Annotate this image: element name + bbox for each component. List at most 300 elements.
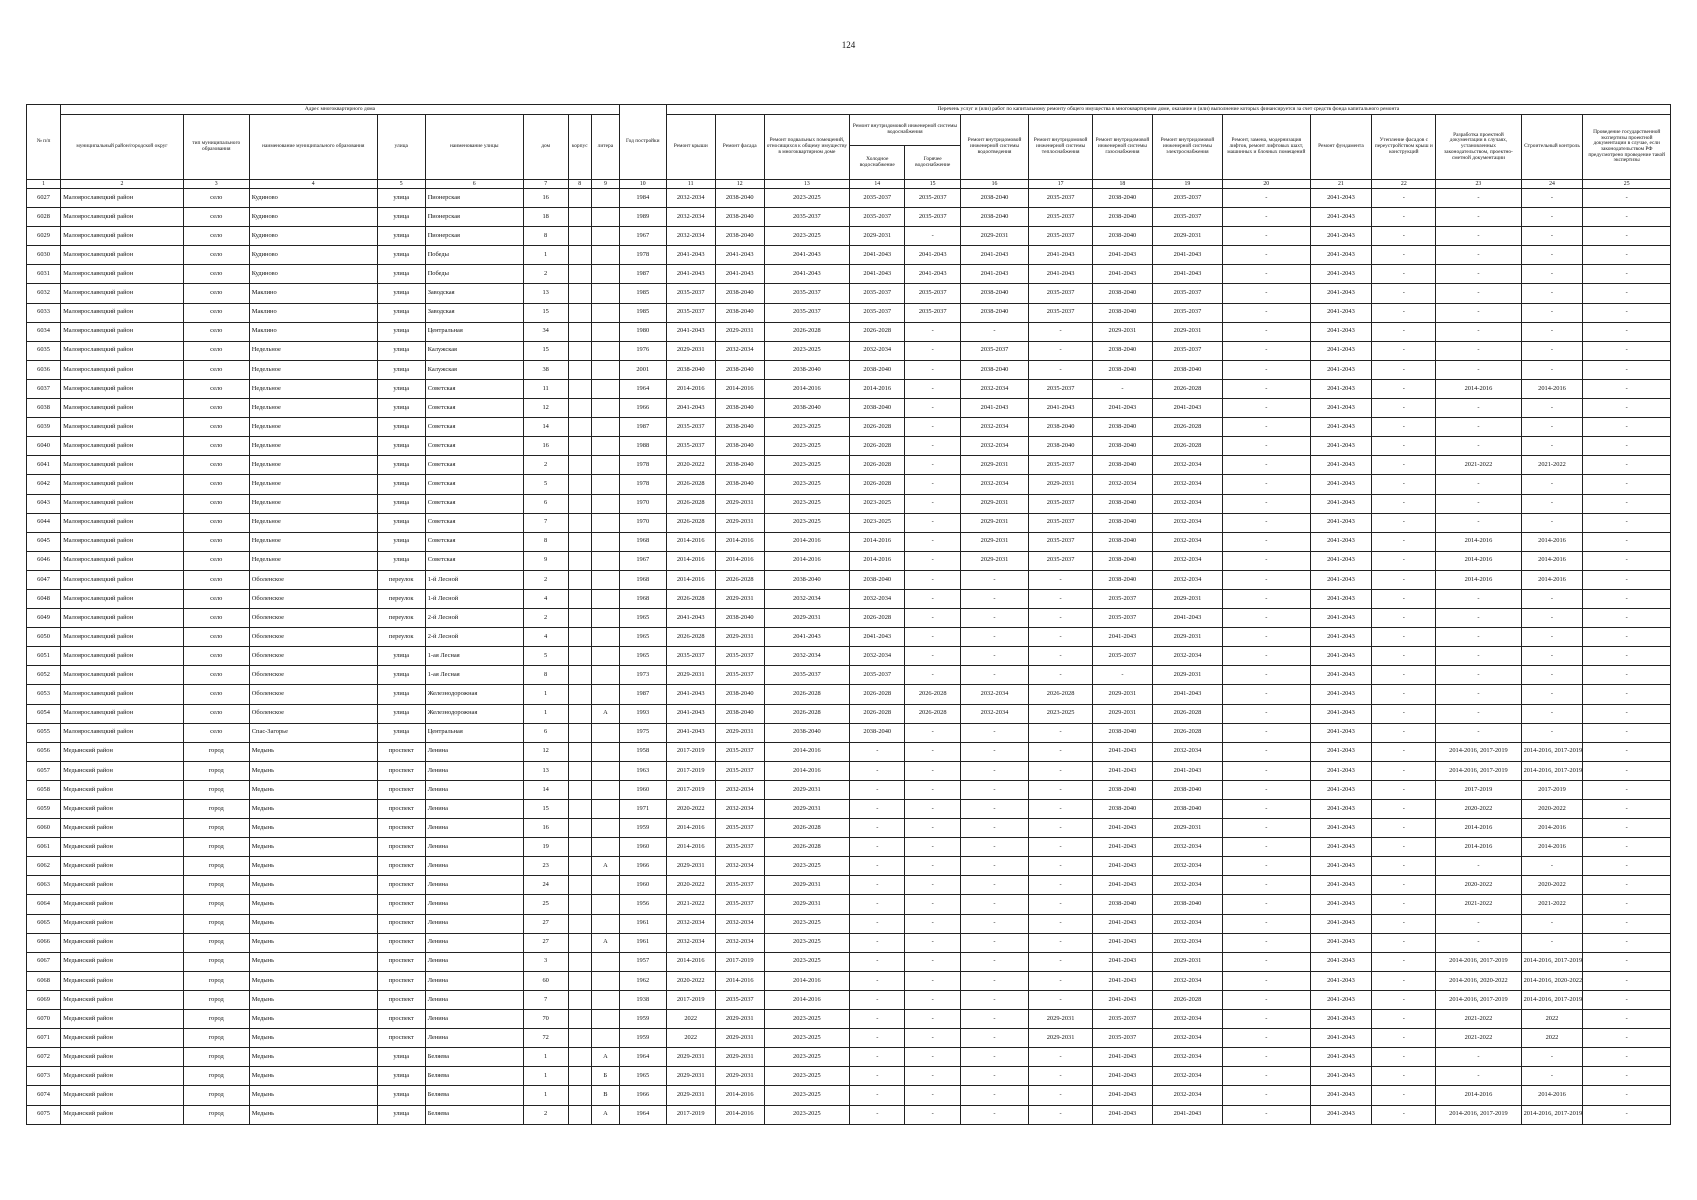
table-cell: 2014-2016 bbox=[764, 379, 849, 398]
table-cell: - bbox=[1583, 933, 1671, 952]
table-cell: 2014-2016, 2017-2019 bbox=[1521, 1105, 1583, 1124]
table-cell: 2014-2016 bbox=[1521, 379, 1583, 398]
table-row bbox=[27, 322, 1671, 341]
table-cell: 6072 bbox=[27, 1048, 61, 1067]
table-cell bbox=[568, 246, 591, 265]
table-cell: - bbox=[850, 1029, 905, 1048]
table-cell: - bbox=[1372, 1067, 1436, 1086]
table-cell bbox=[591, 456, 619, 475]
table-cell: 2041-2043 bbox=[715, 265, 764, 284]
table-cell: Ленина bbox=[425, 1029, 523, 1048]
header-street-type: улица bbox=[377, 115, 425, 180]
table-cell: - bbox=[1372, 475, 1436, 494]
table-cell: 2035-2037 bbox=[905, 208, 960, 227]
table-cell: - bbox=[1521, 494, 1583, 513]
table-cell: - bbox=[905, 418, 960, 437]
table-cell: - bbox=[960, 761, 1028, 780]
table-cell bbox=[591, 513, 619, 532]
table-cell: проспект bbox=[377, 819, 425, 838]
table-cell: Медынский район bbox=[61, 742, 184, 761]
table-cell: Ленина bbox=[425, 838, 523, 857]
table-cell: 2032-2034 bbox=[960, 685, 1028, 704]
table-cell: - bbox=[905, 609, 960, 628]
table-cell: 6063 bbox=[27, 876, 61, 895]
table-cell: 2021-2022 bbox=[1436, 1010, 1521, 1029]
table-cell bbox=[591, 189, 619, 208]
table-cell: 2041-2043 bbox=[1093, 1067, 1153, 1086]
table-cell: 27 bbox=[523, 914, 568, 933]
table-cell: - bbox=[905, 990, 960, 1009]
table-cell: 2029-2031 bbox=[960, 513, 1028, 532]
table-row bbox=[27, 379, 1671, 398]
table-cell bbox=[568, 437, 591, 456]
table-cell: 2029-2031 bbox=[960, 532, 1028, 551]
table-cell: Малоярославецкий район bbox=[61, 551, 184, 570]
table-cell: 2029-2031 bbox=[1029, 475, 1093, 494]
table-cell: 2038-2040 bbox=[1093, 532, 1153, 551]
table-cell: 2020-2022 bbox=[1521, 800, 1583, 819]
table-cell bbox=[591, 227, 619, 246]
table-cell: 2-й Лесной bbox=[425, 609, 523, 628]
table-cell: Малоярославецкий район bbox=[61, 685, 184, 704]
table-row bbox=[27, 494, 1671, 513]
table-cell: - bbox=[1521, 1048, 1583, 1067]
table-cell: - bbox=[1436, 189, 1521, 208]
table-cell: - bbox=[1223, 1010, 1310, 1029]
table-cell: 2038-2040 bbox=[715, 399, 764, 418]
table-cell: Маклино bbox=[249, 303, 377, 322]
table-row bbox=[27, 1105, 1671, 1124]
table-cell: переулок bbox=[377, 589, 425, 608]
table-cell: 6066 bbox=[27, 933, 61, 952]
table-cell: 2035-2037 bbox=[764, 666, 849, 685]
table-cell: 2041-2043 bbox=[1093, 761, 1153, 780]
table-cell: 2023-2025 bbox=[764, 189, 849, 208]
table-cell: - bbox=[1029, 666, 1093, 685]
table-cell: 2029-2031 bbox=[850, 227, 905, 246]
table-cell: 2041-2043 bbox=[1310, 1029, 1372, 1048]
table-cell: село bbox=[183, 628, 249, 647]
header-korpus: корпус bbox=[568, 115, 591, 180]
table-cell: 16 bbox=[523, 437, 568, 456]
table-cell: - bbox=[1583, 189, 1671, 208]
table-cell bbox=[591, 494, 619, 513]
table-cell: 2022 bbox=[1521, 1010, 1583, 1029]
table-cell: - bbox=[1583, 570, 1671, 589]
table-cell: 2014-2016 bbox=[764, 971, 849, 990]
table-row bbox=[27, 819, 1671, 838]
table-cell: 2041-2043 bbox=[1029, 246, 1093, 265]
table-cell: - bbox=[850, 800, 905, 819]
table-cell bbox=[568, 876, 591, 895]
table-cell: улица bbox=[377, 379, 425, 398]
table-cell: - bbox=[1521, 857, 1583, 876]
table-cell: - bbox=[1372, 647, 1436, 666]
table-cell: Недельное bbox=[249, 341, 377, 360]
table-cell: 2041-2043 bbox=[1093, 1048, 1153, 1067]
table-cell: 2041-2043 bbox=[850, 246, 905, 265]
table-cell: Малоярославецкий район bbox=[61, 227, 184, 246]
table-cell: 2041-2043 bbox=[1093, 990, 1153, 1009]
table-cell: улица bbox=[377, 723, 425, 742]
table-cell: 2021-2022 bbox=[666, 895, 715, 914]
table-cell: 34 bbox=[523, 322, 568, 341]
table-cell: - bbox=[1223, 685, 1310, 704]
table-cell: - bbox=[960, 723, 1028, 742]
table-cell: 1966 bbox=[619, 1086, 666, 1105]
table-cell: - bbox=[1436, 284, 1521, 303]
table-cell: город bbox=[183, 857, 249, 876]
table-cell: 2014-2016 bbox=[1436, 819, 1521, 838]
table-cell: - bbox=[1583, 609, 1671, 628]
table-cell bbox=[568, 704, 591, 723]
table-cell: 2041-2043 bbox=[1310, 800, 1372, 819]
column-number: 14 bbox=[850, 180, 905, 189]
table-cell: 2041-2043 bbox=[1310, 399, 1372, 418]
table-cell: проспект bbox=[377, 742, 425, 761]
table-cell: 2029-2031 bbox=[715, 589, 764, 608]
table-cell: - bbox=[1372, 589, 1436, 608]
table-cell: 2029-2031 bbox=[1152, 227, 1222, 246]
table-cell: 2014-2016 bbox=[1436, 551, 1521, 570]
table-cell: 2035-2037 bbox=[905, 284, 960, 303]
table-cell: 2035-2037 bbox=[715, 647, 764, 666]
table-cell: 2041-2043 bbox=[905, 246, 960, 265]
table-cell: 2029-2031 bbox=[666, 666, 715, 685]
table-cell: - bbox=[1223, 723, 1310, 742]
table-cell: 2041-2043 bbox=[1310, 303, 1372, 322]
table-cell bbox=[568, 322, 591, 341]
table-cell: 60 bbox=[523, 971, 568, 990]
table-cell: 2029-2031 bbox=[1152, 322, 1222, 341]
table-cell: 6033 bbox=[27, 303, 61, 322]
column-number: 20 bbox=[1223, 180, 1310, 189]
table-cell: 1964 bbox=[619, 379, 666, 398]
table-cell: Маклино bbox=[249, 284, 377, 303]
table-cell bbox=[568, 456, 591, 475]
table-cell: 6045 bbox=[27, 532, 61, 551]
table-cell: - bbox=[1029, 971, 1093, 990]
table-cell: 2029-2031 bbox=[1093, 704, 1153, 723]
table-cell: 1965 bbox=[619, 628, 666, 647]
table-cell: 2032-2034 bbox=[715, 857, 764, 876]
table-cell: 2017-2019 bbox=[1521, 780, 1583, 799]
column-number-row bbox=[27, 180, 1671, 189]
table-cell: Малоярославецкий район bbox=[61, 284, 184, 303]
table-cell: Медынь bbox=[249, 780, 377, 799]
table-cell: - bbox=[1436, 857, 1521, 876]
table-row bbox=[27, 838, 1671, 857]
table-cell: 1961 bbox=[619, 914, 666, 933]
column-number: 25 bbox=[1583, 180, 1671, 189]
table-cell: 2041-2043 bbox=[1093, 246, 1153, 265]
table-cell: - bbox=[1029, 895, 1093, 914]
table-cell: - bbox=[1521, 647, 1583, 666]
table-cell: 2023-2025 bbox=[764, 494, 849, 513]
table-cell bbox=[568, 589, 591, 608]
header-litera: литера bbox=[591, 115, 619, 180]
table-cell: - bbox=[960, 800, 1028, 819]
table-cell: Медынь bbox=[249, 1067, 377, 1086]
table-cell: улица bbox=[377, 246, 425, 265]
table-cell: Медынь bbox=[249, 952, 377, 971]
column-number: 10 bbox=[619, 180, 666, 189]
table-cell: 1970 bbox=[619, 494, 666, 513]
table-cell: 2038-2040 bbox=[1093, 189, 1153, 208]
capital-repair-table bbox=[26, 104, 1671, 1125]
table-cell: - bbox=[960, 666, 1028, 685]
table-cell: - bbox=[1223, 800, 1310, 819]
table-cell: 12 bbox=[523, 742, 568, 761]
table-cell: - bbox=[1583, 360, 1671, 379]
table-cell: - bbox=[905, 1010, 960, 1029]
table-cell: 2022 bbox=[666, 1029, 715, 1048]
table-cell: 2029-2031 bbox=[666, 1048, 715, 1067]
table-cell: 2021-2022 bbox=[1521, 895, 1583, 914]
table-cell: город bbox=[183, 952, 249, 971]
table-cell: Ленина bbox=[425, 800, 523, 819]
table-cell: улица bbox=[377, 1048, 425, 1067]
table-cell: 2032-2034 bbox=[1152, 838, 1222, 857]
table-cell: 2038-2040 bbox=[715, 208, 764, 227]
table-cell: 2041-2043 bbox=[1310, 265, 1372, 284]
table-row bbox=[27, 723, 1671, 742]
table-cell: - bbox=[960, 1029, 1028, 1048]
table-cell bbox=[591, 303, 619, 322]
table-cell: - bbox=[905, 475, 960, 494]
table-cell: проспект bbox=[377, 895, 425, 914]
table-cell: 6053 bbox=[27, 685, 61, 704]
table-cell: 2023-2025 bbox=[764, 1010, 849, 1029]
table-cell: 1985 bbox=[619, 303, 666, 322]
table-row bbox=[27, 1029, 1671, 1048]
table-row bbox=[27, 475, 1671, 494]
header-facade: Ремонт фасада bbox=[715, 115, 764, 180]
table-cell: 2041-2043 bbox=[1310, 1086, 1372, 1105]
table-cell: - bbox=[1223, 456, 1310, 475]
header-address-group: Адрес многоквартирного дома bbox=[61, 105, 620, 115]
table-cell: 2041-2043 bbox=[1152, 761, 1222, 780]
table-cell: 2041-2043 bbox=[1093, 914, 1153, 933]
table-cell: Медынь bbox=[249, 1010, 377, 1029]
table-cell: - bbox=[1583, 532, 1671, 551]
table-cell: 2014-2016 bbox=[666, 819, 715, 838]
table-cell: 2041-2043 bbox=[1310, 647, 1372, 666]
table-cell: - bbox=[1223, 551, 1310, 570]
header-house: дом bbox=[523, 115, 568, 180]
header-foundation: Ремонт фундамента bbox=[1310, 115, 1372, 180]
table-cell: 2022 bbox=[1521, 1029, 1583, 1048]
table-cell: 2023-2025 bbox=[764, 857, 849, 876]
table-cell: - bbox=[1436, 685, 1521, 704]
table-cell bbox=[568, 761, 591, 780]
table-cell: - bbox=[905, 1029, 960, 1048]
table-cell: 2041-2043 bbox=[1152, 609, 1222, 628]
table-cell: Недельное bbox=[249, 513, 377, 532]
table-cell: - bbox=[1583, 971, 1671, 990]
table-cell: 7 bbox=[523, 513, 568, 532]
table-row bbox=[27, 628, 1671, 647]
table-cell: 2035-2037 bbox=[715, 876, 764, 895]
table-cell: 13 bbox=[523, 284, 568, 303]
table-cell: 3 bbox=[523, 952, 568, 971]
table-cell: 2035-2037 bbox=[1093, 1029, 1153, 1048]
table-cell: Ленина bbox=[425, 876, 523, 895]
table-cell: город bbox=[183, 1105, 249, 1124]
table-row bbox=[27, 208, 1671, 227]
table-cell: - bbox=[960, 780, 1028, 799]
table-cell: - bbox=[905, 1105, 960, 1124]
table-cell: - bbox=[905, 1067, 960, 1086]
table-row bbox=[27, 360, 1671, 379]
table-cell: 2041-2043 bbox=[1310, 723, 1372, 742]
table-cell: Малоярославецкий район bbox=[61, 341, 184, 360]
table-cell: - bbox=[1521, 284, 1583, 303]
table-cell: 2023-2025 bbox=[764, 341, 849, 360]
table-cell: 2041-2043 bbox=[1310, 780, 1372, 799]
table-cell: - bbox=[1029, 742, 1093, 761]
table-cell: 2017-2019 bbox=[666, 742, 715, 761]
table-cell: 2020-2022 bbox=[666, 456, 715, 475]
table-cell: - bbox=[1223, 494, 1310, 513]
table-cell bbox=[591, 437, 619, 456]
table-cell: Советская bbox=[425, 532, 523, 551]
table-cell: город bbox=[183, 1048, 249, 1067]
column-number: 18 bbox=[1093, 180, 1153, 189]
header-hot-water: Горячее водоснабжение bbox=[905, 146, 960, 180]
table-cell: Оболенское bbox=[249, 704, 377, 723]
table-cell: 2041-2043 bbox=[1310, 532, 1372, 551]
table-cell bbox=[591, 952, 619, 971]
table-cell: 2041-2043 bbox=[1029, 399, 1093, 418]
table-cell: проспект bbox=[377, 971, 425, 990]
header-street-name: наименование улицы bbox=[425, 115, 523, 180]
table-cell: 2041-2043 bbox=[1093, 1086, 1153, 1105]
table-cell: 2014-2016, 2017-2019 bbox=[1436, 952, 1521, 971]
table-cell: Медынский район bbox=[61, 990, 184, 1009]
table-cell bbox=[568, 990, 591, 1009]
table-cell: - bbox=[1521, 303, 1583, 322]
table-cell: - bbox=[1029, 838, 1093, 857]
table-cell: 6 bbox=[523, 494, 568, 513]
table-cell: Медынский район bbox=[61, 933, 184, 952]
table-cell: 2017-2019 bbox=[715, 952, 764, 971]
table-cell: проспект bbox=[377, 933, 425, 952]
table-cell: 2014-2016, 2017-2019 bbox=[1436, 1105, 1521, 1124]
table-row bbox=[27, 532, 1671, 551]
table-cell: улица bbox=[377, 1105, 425, 1124]
header-roof: Ремонт крыши bbox=[666, 115, 715, 180]
table-cell: - bbox=[850, 742, 905, 761]
table-cell: 2038-2040 bbox=[1093, 303, 1153, 322]
table-cell: 1975 bbox=[619, 723, 666, 742]
table-cell: - bbox=[1372, 761, 1436, 780]
table-cell: 1988 bbox=[619, 437, 666, 456]
table-cell: 1966 bbox=[619, 857, 666, 876]
table-cell: - bbox=[1583, 456, 1671, 475]
table-cell: - bbox=[905, 532, 960, 551]
table-cell: 1959 bbox=[619, 819, 666, 838]
table-cell: Маклино bbox=[249, 322, 377, 341]
table-cell: 1966 bbox=[619, 399, 666, 418]
table-cell: - bbox=[960, 857, 1028, 876]
table-cell: Железнодорожная bbox=[425, 704, 523, 723]
table-cell: город bbox=[183, 742, 249, 761]
table-cell: 2032-2034 bbox=[1152, 1029, 1222, 1048]
table-cell bbox=[568, 952, 591, 971]
table-cell: - bbox=[1436, 1067, 1521, 1086]
table-cell: 2038-2040 bbox=[764, 723, 849, 742]
column-number: 16 bbox=[960, 180, 1028, 189]
table-cell: Ленина bbox=[425, 819, 523, 838]
table-cell: - bbox=[1223, 609, 1310, 628]
table-cell: 2038-2040 bbox=[1152, 800, 1222, 819]
table-cell: 27 bbox=[523, 933, 568, 952]
table-cell: Беляева bbox=[425, 1105, 523, 1124]
table-cell: - bbox=[1372, 742, 1436, 761]
table-cell: - bbox=[1583, 685, 1671, 704]
table-cell: 2023-2025 bbox=[1029, 704, 1093, 723]
table-cell: - bbox=[905, 952, 960, 971]
table-cell: город bbox=[183, 800, 249, 819]
table-cell: Медынь bbox=[249, 761, 377, 780]
table-cell: - bbox=[1029, 360, 1093, 379]
table-cell: 12 bbox=[523, 399, 568, 418]
table-cell: Ленина bbox=[425, 857, 523, 876]
table-cell: село bbox=[183, 322, 249, 341]
table-cell: 2038-2040 bbox=[850, 399, 905, 418]
table-cell: 1989 bbox=[619, 208, 666, 227]
table-cell: - bbox=[1583, 322, 1671, 341]
header-electric: Ремонт внутридомовой инженерной системы электроснабжения bbox=[1152, 115, 1222, 180]
table-cell bbox=[591, 838, 619, 857]
table-cell: - bbox=[1223, 532, 1310, 551]
table-cell: 2032-2034 bbox=[960, 379, 1028, 398]
table-cell: 2032-2034 bbox=[666, 189, 715, 208]
table-cell: 2041-2043 bbox=[1310, 971, 1372, 990]
table-cell: - bbox=[960, 322, 1028, 341]
table-cell bbox=[591, 895, 619, 914]
table-cell bbox=[591, 971, 619, 990]
table-cell: 1978 bbox=[619, 475, 666, 494]
table-cell: - bbox=[905, 876, 960, 895]
table-cell: 2029-2031 bbox=[764, 780, 849, 799]
table-cell: проспект bbox=[377, 800, 425, 819]
table-cell: - bbox=[850, 1067, 905, 1086]
table-cell: - bbox=[905, 227, 960, 246]
table-cell: 2038-2040 bbox=[715, 704, 764, 723]
table-cell: 2032-2034 bbox=[850, 341, 905, 360]
table-cell: 2029-2031 bbox=[960, 494, 1028, 513]
table-cell: 2029-2031 bbox=[1152, 952, 1222, 971]
table-cell bbox=[568, 475, 591, 494]
table-cell: 2035-2037 bbox=[905, 189, 960, 208]
table-cell: - bbox=[1029, 780, 1093, 799]
table-cell: 2026-2028 bbox=[850, 609, 905, 628]
table-cell: - bbox=[1223, 952, 1310, 971]
table-cell: - bbox=[1372, 265, 1436, 284]
table-cell bbox=[568, 628, 591, 647]
table-cell: Медынский район bbox=[61, 838, 184, 857]
table-cell: - bbox=[1372, 780, 1436, 799]
table-cell: 2035-2037 bbox=[1093, 609, 1153, 628]
table-cell: 2035-2037 bbox=[1029, 208, 1093, 227]
table-cell: Медынский район bbox=[61, 1048, 184, 1067]
table-cell: улица bbox=[377, 1067, 425, 1086]
table-cell: - bbox=[1029, 800, 1093, 819]
column-number: 6 bbox=[425, 180, 523, 189]
table-row bbox=[27, 933, 1671, 952]
